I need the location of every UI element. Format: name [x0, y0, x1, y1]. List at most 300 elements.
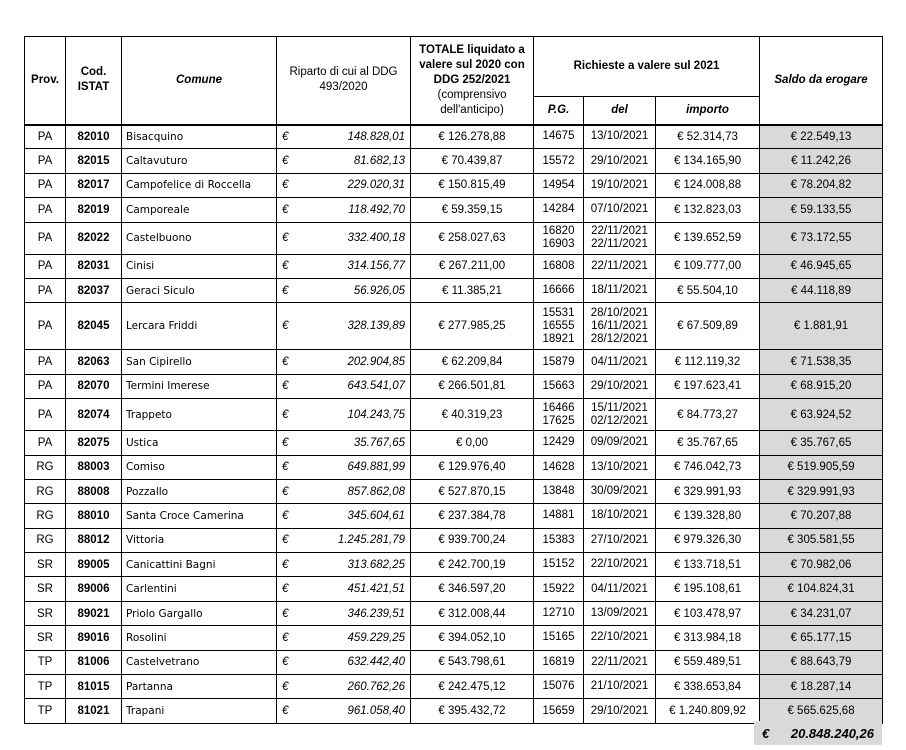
table-row	[25, 173, 883, 197]
cell-del	[584, 303, 656, 350]
cell-pg	[534, 504, 584, 528]
cell-pg	[534, 149, 584, 173]
cell-comune: San Cipirello	[122, 350, 277, 374]
cell-pg-entry: 15879	[542, 355, 575, 368]
cell-prov: PA	[25, 399, 66, 431]
cell-del-entry: 02/12/2021	[590, 414, 649, 427]
cell-pg-entry: 15663	[542, 379, 575, 392]
cell-del	[584, 198, 656, 222]
cell-comune: Vittoria	[122, 528, 277, 552]
cell-comune: Canicattini Bagni	[122, 553, 277, 577]
cell-importo: € 109.777,00	[656, 254, 760, 278]
cell-importo: € 35.767,65	[656, 431, 760, 455]
cell-del-entry: 07/10/2021	[590, 203, 649, 216]
cell-riparto	[277, 601, 411, 625]
cell-del	[584, 650, 656, 674]
cell-prov: RG	[25, 455, 66, 479]
table-row	[25, 350, 883, 374]
cell-riparto-value: 35.767,65	[353, 436, 405, 449]
cell-riparto-value: 332.400,18	[347, 232, 405, 245]
cell-cod-istat: 82022	[66, 222, 122, 254]
cell-riparto	[277, 675, 411, 699]
cell-saldo: € 44.118,89	[760, 278, 883, 302]
cell-pg-entry: 15922	[542, 582, 575, 595]
cell-pg-entry: 16466	[542, 401, 575, 414]
cell-riparto-currency: €	[282, 534, 289, 547]
cell-riparto	[277, 173, 411, 197]
table-row	[25, 626, 883, 650]
cell-prov: PA	[25, 173, 66, 197]
cell-prov: PA	[25, 350, 66, 374]
cell-totale: € 267.211,00	[411, 254, 534, 278]
cell-totale: € 939.700,24	[411, 528, 534, 552]
cell-totale: € 258.027,63	[411, 222, 534, 254]
cell-saldo: € 305.581,55	[760, 528, 883, 552]
cell-del-entry: 28/12/2021	[590, 332, 649, 345]
cell-del	[584, 479, 656, 503]
cell-del	[584, 455, 656, 479]
cell-pg-entry: 14954	[542, 178, 575, 191]
cell-totale: € 242.700,19	[411, 553, 534, 577]
cell-pg-entry: 15165	[542, 631, 575, 644]
cell-comune: Comiso	[122, 455, 277, 479]
cell-riparto	[277, 650, 411, 674]
cell-riparto-value: 118.492,70	[348, 203, 405, 216]
cell-pg-entry: 16903	[542, 238, 575, 251]
cell-pg	[534, 528, 584, 552]
cell-del	[584, 173, 656, 197]
cell-pg-entry: 15383	[542, 533, 575, 546]
cell-prov: PA	[25, 374, 66, 398]
cell-prov: RG	[25, 504, 66, 528]
cell-prov: SR	[25, 626, 66, 650]
cell-del-entry: 15/11/2021	[591, 401, 648, 414]
cell-riparto	[277, 254, 411, 278]
cell-riparto-currency: €	[282, 130, 289, 143]
cell-comune: Termini Imerese	[122, 374, 277, 398]
cell-comune: Caltavuturo	[122, 149, 277, 173]
cell-comune: Ustica	[122, 431, 277, 455]
cell-riparto-value: 459.229,25	[347, 631, 405, 644]
cell-totale: € 129.976,40	[411, 455, 534, 479]
cell-del	[584, 222, 656, 254]
cell-cod-istat: 81021	[66, 699, 122, 723]
cell-riparto	[277, 125, 411, 149]
cell-pg-entry: 15531	[542, 306, 575, 319]
cell-cod-istat: 88008	[66, 479, 122, 503]
cell-cod-istat: 88012	[66, 528, 122, 552]
cell-totale: € 150.815,49	[411, 173, 534, 197]
cell-importo: € 195.108,61	[656, 577, 760, 601]
cell-del	[584, 553, 656, 577]
header-cod-line1: Cod.	[80, 66, 107, 79]
cell-totale: € 346.597,20	[411, 577, 534, 601]
cell-pg	[534, 626, 584, 650]
cell-del-entry: 13/09/2021	[590, 607, 649, 620]
cell-cod-istat: 82074	[66, 399, 122, 431]
cell-totale: € 266.501,81	[411, 374, 534, 398]
cell-riparto-currency: €	[282, 380, 289, 393]
allocation-table	[24, 36, 883, 724]
cell-cod-istat: 89021	[66, 601, 122, 625]
cell-prov: PA	[25, 222, 66, 254]
cell-pg-entry: 15152	[542, 558, 575, 571]
cell-prov: SR	[25, 601, 66, 625]
cell-saldo: € 68.915,20	[760, 374, 883, 398]
cell-saldo: € 59.133,55	[760, 198, 883, 222]
cell-pg-entry: 15659	[542, 704, 575, 717]
header-cod-line2: ISTAT	[77, 81, 110, 94]
cell-riparto	[277, 374, 411, 398]
cell-saldo: € 35.767,65	[760, 431, 883, 455]
cell-riparto	[277, 198, 411, 222]
cell-pg	[534, 553, 584, 577]
cell-saldo: € 71.538,35	[760, 350, 883, 374]
cell-riparto-currency: €	[282, 607, 289, 620]
cell-del	[584, 626, 656, 650]
cell-riparto-currency: €	[282, 155, 289, 168]
table-row	[25, 374, 883, 398]
cell-prov: PA	[25, 254, 66, 278]
cell-riparto	[277, 431, 411, 455]
cell-pg	[534, 601, 584, 625]
cell-importo: € 1.240.809,92	[656, 699, 760, 723]
cell-riparto	[277, 504, 411, 528]
table-body	[25, 125, 883, 724]
cell-importo: € 52.314,73	[656, 125, 760, 149]
header-comune: Comune	[122, 37, 277, 125]
cell-comune: Geraci Siculo	[122, 278, 277, 302]
cell-saldo: € 73.172,55	[760, 222, 883, 254]
cell-importo: € 112.119,32	[656, 350, 760, 374]
cell-totale: € 395.432,72	[411, 699, 534, 723]
cell-totale: € 70.439,87	[411, 149, 534, 173]
cell-pg	[534, 222, 584, 254]
cell-importo: € 559.489,51	[656, 650, 760, 674]
cell-riparto	[277, 222, 411, 254]
cell-del-entry: 22/11/2021	[591, 655, 648, 668]
cell-saldo: € 104.824,31	[760, 577, 883, 601]
cell-totale: € 237.384,78	[411, 504, 534, 528]
header-riparto-text: Riparto di cui al DDG 493/2020	[289, 66, 398, 94]
cell-saldo: € 63.924,52	[760, 399, 883, 431]
cell-cod-istat: 82075	[66, 431, 122, 455]
cell-cod-istat: 81006	[66, 650, 122, 674]
grand-total-value: 20.848.240,26	[790, 725, 874, 741]
cell-del	[584, 699, 656, 723]
cell-del-entry: 13/10/2021	[590, 460, 649, 473]
cell-prov: PA	[25, 149, 66, 173]
cell-del	[584, 278, 656, 302]
cell-riparto-value: 857.862,08	[347, 485, 405, 498]
cell-del-entry: 21/10/2021	[590, 680, 649, 693]
table-row	[25, 479, 883, 503]
cell-prov: SR	[25, 553, 66, 577]
cell-saldo: € 46.945,65	[760, 254, 883, 278]
header-importo: importo	[656, 97, 760, 125]
cell-del-entry: 30/09/2021	[590, 485, 649, 498]
cell-importo: € 139.652,59	[656, 222, 760, 254]
header-richieste: Richieste a valere sul 2021	[534, 37, 760, 97]
cell-del	[584, 254, 656, 278]
cell-riparto	[277, 399, 411, 431]
cell-cod-istat: 82019	[66, 198, 122, 222]
table-row	[25, 399, 883, 431]
cell-del	[584, 601, 656, 625]
cell-riparto-value: 148.828,01	[347, 130, 405, 143]
cell-comune: Pozzallo	[122, 479, 277, 503]
cell-comune: Carlentini	[122, 577, 277, 601]
cell-riparto-currency: €	[282, 631, 289, 644]
cell-cod-istat: 88010	[66, 504, 122, 528]
cell-pg-entry: 16555	[542, 319, 575, 332]
cell-prov: TP	[25, 675, 66, 699]
cell-riparto	[277, 528, 411, 552]
cell-pg	[534, 198, 584, 222]
cell-comune: Trappeto	[122, 399, 277, 431]
table-row	[25, 125, 883, 149]
cell-riparto-value: 451.421,51	[347, 583, 405, 596]
cell-del-entry: 04/11/2021	[591, 582, 648, 595]
cell-cod-istat: 89005	[66, 553, 122, 577]
cell-del	[584, 125, 656, 149]
cell-riparto-currency: €	[282, 705, 289, 718]
cell-prov: PA	[25, 198, 66, 222]
table-row	[25, 553, 883, 577]
cell-del-entry: 22/11/2021	[591, 259, 648, 272]
cell-pg-entry: 14881	[542, 509, 575, 522]
cell-riparto	[277, 699, 411, 723]
cell-comune: Campofelice di Roccella	[122, 173, 277, 197]
cell-del-entry: 22/10/2021	[590, 631, 649, 644]
cell-cod-istat: 82070	[66, 374, 122, 398]
cell-importo: € 67.509,89	[656, 303, 760, 350]
cell-cod-istat: 82015	[66, 149, 122, 173]
header-cod-istat	[66, 37, 122, 125]
cell-riparto-value: 649.881,99	[347, 461, 405, 474]
cell-comune: Castelvetrano	[122, 650, 277, 674]
cell-riparto-value: 328.139,89	[347, 320, 405, 333]
cell-importo: € 133.718,51	[656, 553, 760, 577]
cell-cod-istat: 89006	[66, 577, 122, 601]
cell-totale: € 277.985,25	[411, 303, 534, 350]
cell-riparto-value: 961.058,40	[347, 705, 405, 718]
cell-pg-entry: 15076	[542, 680, 575, 693]
cell-pg-entry: 13848	[542, 485, 575, 498]
cell-comune: Trapani	[122, 699, 277, 723]
cell-del-entry: 16/11/2021	[591, 319, 648, 332]
cell-riparto	[277, 278, 411, 302]
grand-total-currency: €	[762, 725, 770, 741]
cell-totale: € 62.209,84	[411, 350, 534, 374]
cell-totale: € 126.278,88	[411, 125, 534, 149]
cell-del	[584, 528, 656, 552]
cell-cod-istat: 89016	[66, 626, 122, 650]
cell-comune: Bisacquino	[122, 125, 277, 149]
cell-riparto-currency: €	[282, 203, 289, 216]
cell-cod-istat: 82063	[66, 350, 122, 374]
cell-saldo: € 1.881,91	[760, 303, 883, 350]
cell-del	[584, 374, 656, 398]
cell-pg-entry: 17625	[542, 414, 575, 427]
table-row	[25, 149, 883, 173]
cell-pg	[534, 577, 584, 601]
cell-totale: € 543.798,61	[411, 650, 534, 674]
cell-pg-entry: 14628	[542, 460, 575, 473]
cell-pg	[534, 278, 584, 302]
table-row	[25, 278, 883, 302]
cell-importo: € 746.042,73	[656, 455, 760, 479]
cell-totale: € 527.870,15	[411, 479, 534, 503]
cell-prov: PA	[25, 431, 66, 455]
cell-riparto-currency: €	[282, 583, 289, 596]
cell-riparto	[277, 479, 411, 503]
cell-prov: RG	[25, 528, 66, 552]
cell-saldo: € 22.549,13	[760, 125, 883, 149]
cell-prov: TP	[25, 699, 66, 723]
cell-cod-istat: 81015	[66, 675, 122, 699]
cell-pg-entry: 18921	[542, 332, 575, 345]
cell-totale: € 0,00	[411, 431, 534, 455]
cell-riparto-value: 202.904,85	[347, 356, 405, 369]
cell-saldo: € 78.204,82	[760, 173, 883, 197]
cell-pg	[534, 675, 584, 699]
header-saldo: Saldo da erogare	[760, 37, 883, 125]
cell-importo: € 132.823,03	[656, 198, 760, 222]
cell-cod-istat: 82031	[66, 254, 122, 278]
cell-saldo: € 70.982,06	[760, 553, 883, 577]
cell-totale: € 312.008,44	[411, 601, 534, 625]
cell-del-entry: 04/11/2021	[591, 355, 648, 368]
cell-pg-entry: 16808	[542, 259, 575, 272]
cell-riparto-currency: €	[282, 179, 289, 192]
cell-riparto	[277, 149, 411, 173]
cell-riparto-currency: €	[282, 680, 289, 693]
header-totale-sub: (comprensivo dell'anticipo)	[437, 88, 507, 116]
cell-importo: € 139.328,80	[656, 504, 760, 528]
cell-del-entry: 13/10/2021	[590, 130, 649, 143]
cell-importo: € 338.653,84	[656, 675, 760, 699]
cell-riparto	[277, 350, 411, 374]
cell-riparto-currency: €	[282, 320, 289, 333]
cell-pg-entry: 16666	[542, 284, 575, 297]
cell-pg-entry: 16819	[542, 655, 575, 668]
cell-importo: € 313.984,18	[656, 626, 760, 650]
cell-saldo: € 565.625,68	[760, 699, 883, 723]
cell-comune: Santa Croce Camerina	[122, 504, 277, 528]
cell-pg-entry: 12429	[542, 436, 575, 449]
cell-riparto-currency: €	[282, 260, 289, 273]
cell-pg-entry: 12710	[542, 607, 575, 620]
cell-riparto-value: 313.682,25	[347, 558, 405, 571]
table-row	[25, 222, 883, 254]
cell-importo: € 84.773,27	[656, 399, 760, 431]
cell-del	[584, 431, 656, 455]
cell-importo: € 979.326,30	[656, 528, 760, 552]
cell-importo: € 124.008,88	[656, 173, 760, 197]
cell-riparto	[277, 553, 411, 577]
cell-riparto-value: 260.762,26	[347, 680, 405, 693]
cell-del-entry: 29/10/2021	[590, 379, 649, 392]
cell-del	[584, 504, 656, 528]
cell-pg	[534, 125, 584, 149]
cell-totale: € 11.385,21	[411, 278, 534, 302]
cell-cod-istat: 82045	[66, 303, 122, 350]
cell-del-entry: 18/10/2021	[590, 509, 649, 522]
cell-riparto	[277, 577, 411, 601]
cell-pg	[534, 455, 584, 479]
cell-del	[584, 577, 656, 601]
cell-pg-entry: 14675	[542, 130, 575, 143]
cell-comune: Castelbuono	[122, 222, 277, 254]
table-row	[25, 601, 883, 625]
cell-saldo: € 519.905,59	[760, 455, 883, 479]
cell-importo: € 55.504,10	[656, 278, 760, 302]
cell-del	[584, 350, 656, 374]
table-row	[25, 455, 883, 479]
cell-riparto-value: 314.156,77	[347, 260, 405, 273]
cell-del	[584, 399, 656, 431]
header-pg: P.G.	[534, 97, 584, 125]
cell-prov: SR	[25, 577, 66, 601]
cell-importo: € 329.991,93	[656, 479, 760, 503]
cell-prov: PA	[25, 303, 66, 350]
grand-total	[754, 721, 882, 745]
table-row	[25, 431, 883, 455]
cell-saldo: € 329.991,93	[760, 479, 883, 503]
header-prov: Prov.	[25, 37, 66, 125]
cell-del-entry: 22/11/2021	[591, 225, 648, 238]
cell-prov: TP	[25, 650, 66, 674]
cell-riparto-value: 1.245.281,79	[337, 534, 405, 547]
header-totale-main: TOTALE liquidato a valere sul 2020 con DDG 252/2021	[419, 43, 525, 86]
cell-pg	[534, 399, 584, 431]
table-row	[25, 675, 883, 699]
cell-del-entry: 27/10/2021	[590, 533, 649, 546]
cell-saldo: € 34.231,07	[760, 601, 883, 625]
cell-cod-istat: 88003	[66, 455, 122, 479]
cell-del-entry: 29/10/2021	[590, 704, 649, 717]
cell-riparto-value: 56.926,05	[353, 284, 405, 297]
table-row	[25, 650, 883, 674]
cell-comune: Lercara Friddi	[122, 303, 277, 350]
cell-totale: € 394.052,10	[411, 626, 534, 650]
cell-comune: Priolo Gargallo	[122, 601, 277, 625]
table-row	[25, 699, 883, 723]
cell-del-entry: 29/10/2021	[590, 154, 649, 167]
cell-saldo: € 11.242,26	[760, 149, 883, 173]
table-row	[25, 577, 883, 601]
cell-riparto-value: 632.442,40	[347, 656, 405, 669]
cell-del-entry: 22/10/2021	[590, 558, 649, 571]
cell-comune: Cinisi	[122, 254, 277, 278]
cell-pg-entry: 14284	[542, 203, 575, 216]
cell-riparto-currency: €	[282, 436, 289, 449]
cell-del-entry: 28/10/2021	[590, 306, 649, 319]
cell-pg	[534, 173, 584, 197]
cell-riparto-value: 345.604,61	[347, 509, 405, 522]
cell-saldo: € 70.207,88	[760, 504, 883, 528]
cell-totale: € 40.319,23	[411, 399, 534, 431]
cell-riparto-currency: €	[282, 656, 289, 669]
cell-totale: € 59.359,15	[411, 198, 534, 222]
cell-del-entry: 09/09/2021	[590, 436, 649, 449]
cell-prov: RG	[25, 479, 66, 503]
table-row	[25, 504, 883, 528]
cell-prov: PA	[25, 278, 66, 302]
cell-saldo: € 18.287,14	[760, 675, 883, 699]
cell-pg	[534, 650, 584, 674]
